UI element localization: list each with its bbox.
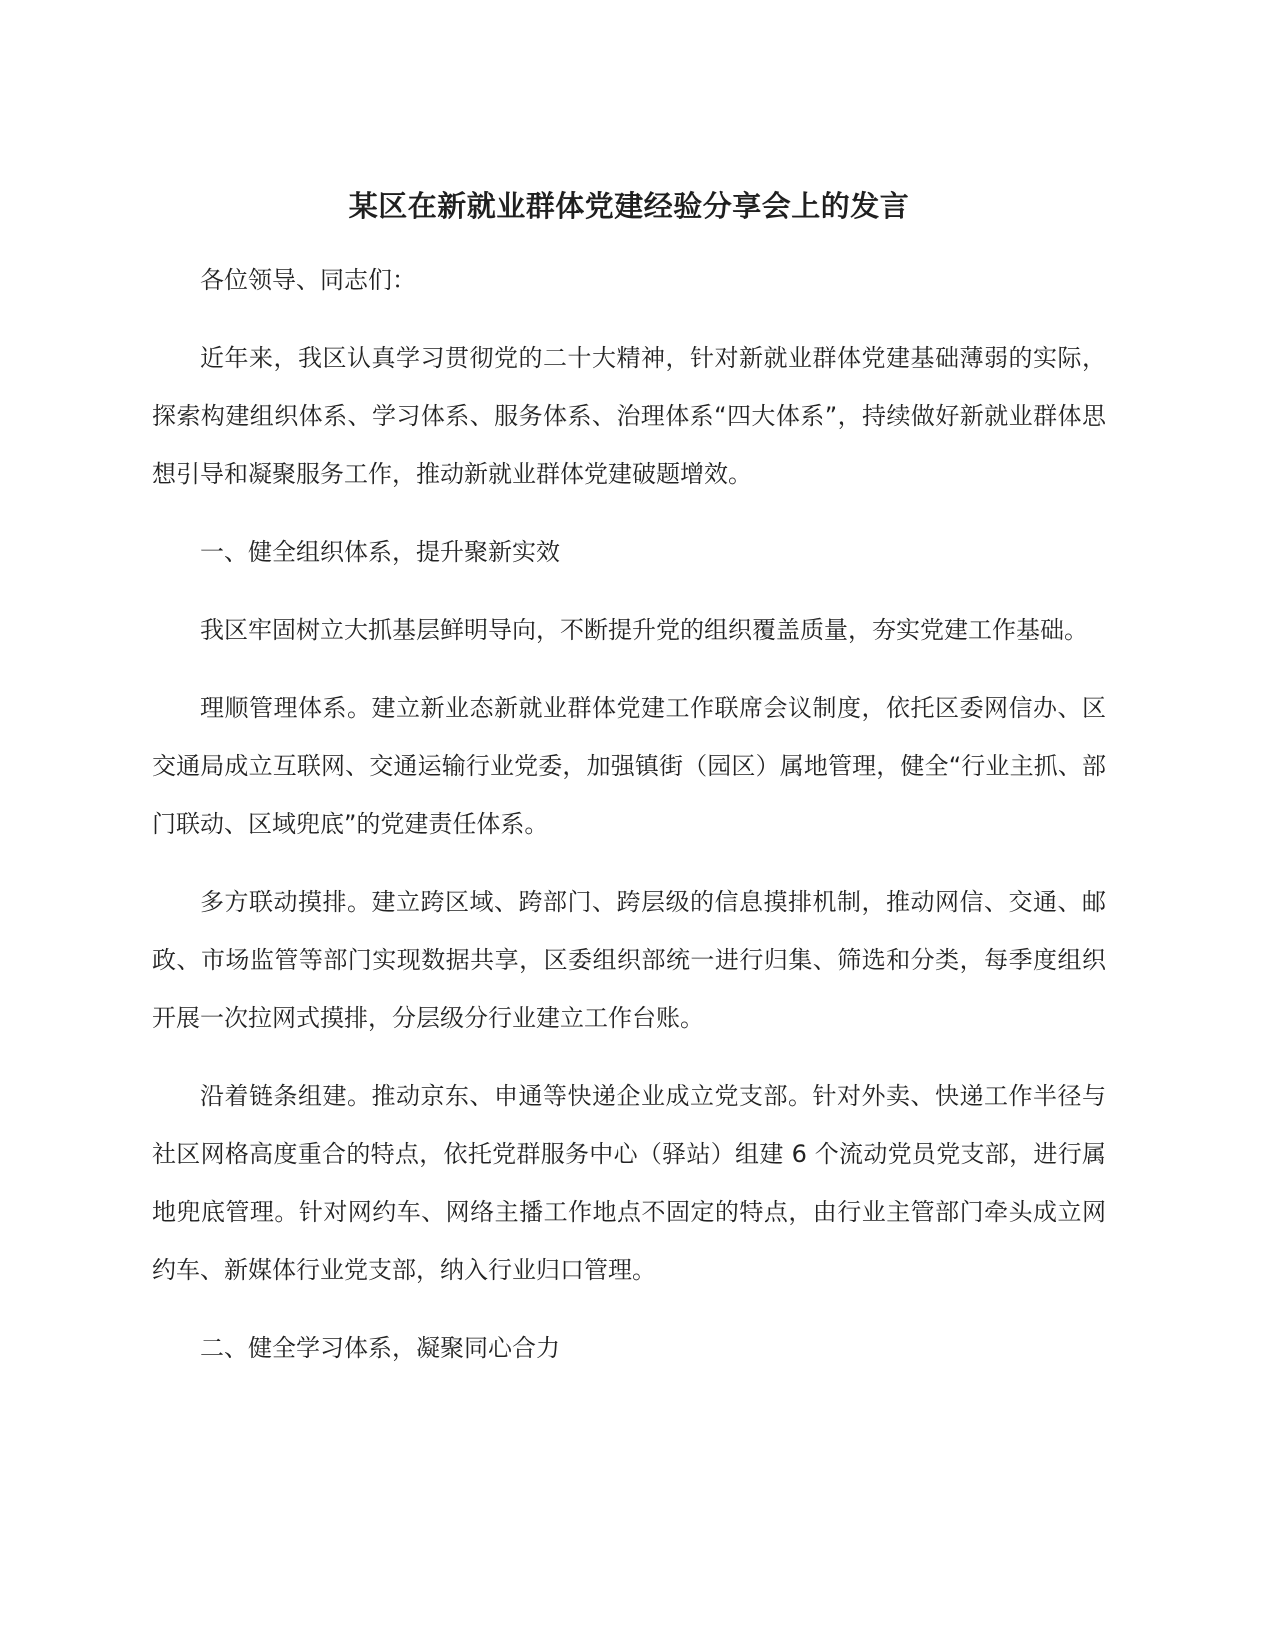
intro-paragraph: 近年来，我区认真学习贯彻党的二十大精神，针对新就业群体党建基础薄弱的实际，探索构建组织体系、学习体系、服务体系、治理体系“四大体系”，持续做好新就业群体思想引导和凝聚服务工作，推动新就业群体党建破题增效。 — [152, 344, 1106, 488]
section-heading-1: 一、健全组织体系，提升聚新实效 — [200, 538, 560, 566]
section-heading-2: 二、健全学习体系，凝聚同心合力 — [200, 1334, 560, 1362]
document-title: 某区在新就业群体党建经验分享会上的发言 — [348, 189, 910, 223]
joint-survey-paragraph: 多方联动摸排。建立跨区域、跨部门、跨层级的信息摸排机制，推动网信、交通、邮政、市场监管等部门实现数据共享，区委组织部统一进行归集、筛选和分类，每季度组织开展一次拉网式摸排，分层级分行业建立工作台账。 — [152, 888, 1106, 1032]
chain-building-paragraph: 沿着链条组建。推动京东、申通等快递企业成立党支部。针对外卖、快递工作半径与社区网格高度重合的特点，依托党群服务中心（驿站）组建 6 个流动党员党支部，进行属地兜底管理。针对网约车、网络主播工作地点不固定的特点，由行业主管部门牵头成立网约车、新媒体行业党支部，纳入行业归口管理。 — [152, 1082, 1106, 1284]
section-1-summary-paragraph: 我区牢固树立大抓基层鲜明导向，不断提升党的组织覆盖质量，夯实党建工作基础。 — [200, 616, 1088, 644]
document-body — [152, 183, 1106, 1397]
salutation-paragraph: 各位领导、同志们： — [200, 266, 416, 294]
management-system-paragraph: 理顺管理体系。建立新业态新就业群体党建工作联席会议制度，依托区委网信办、区交通局成立互联网、交通运输行业党委，加强镇街（园区）属地管理，健全“行业主抓、部门联动、区域兜底”的党建责任体系。 — [152, 694, 1106, 838]
